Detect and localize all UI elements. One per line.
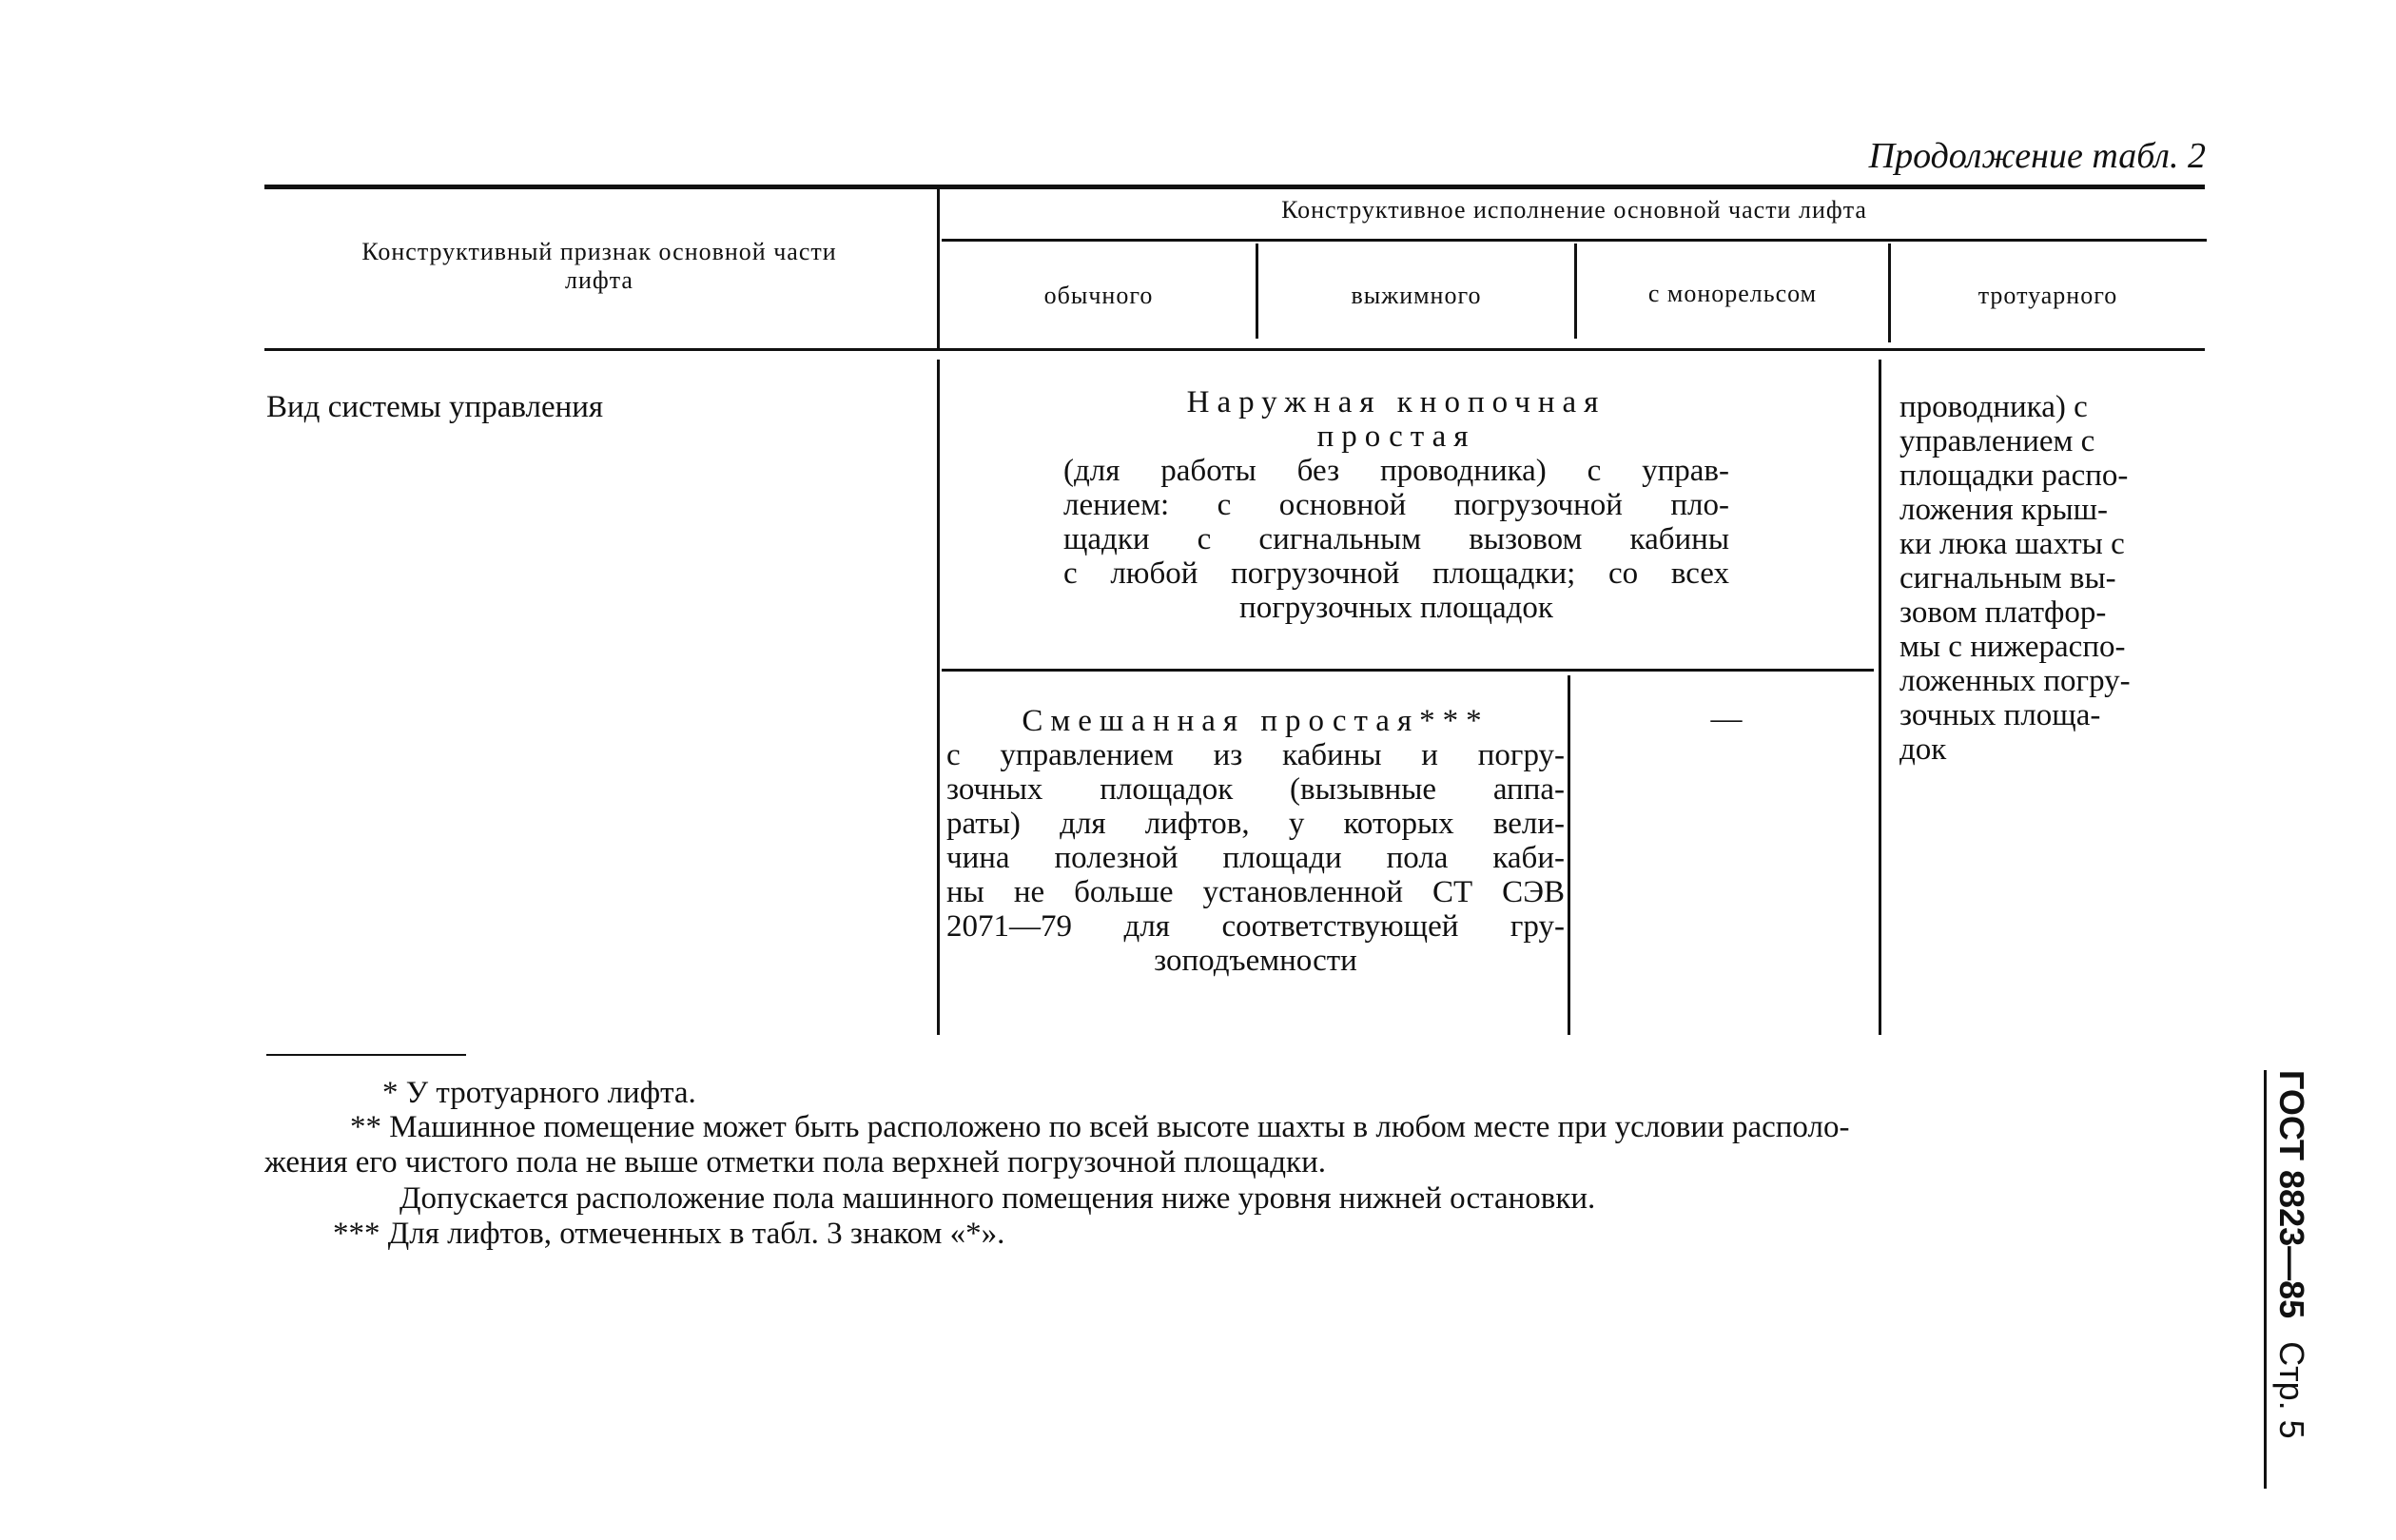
monorail-value: —	[1710, 702, 1743, 736]
block-text-line: погрузочных площадок	[1239, 591, 1553, 625]
block-text-line: с управлением из кабины и погру-	[946, 738, 1565, 772]
block-title-outdoor: Наружная кнопочная	[1186, 385, 1607, 419]
side-page-label	[2264, 1070, 2321, 1508]
column-header-monorail: с монорельсом	[1647, 280, 1818, 307]
sidewalk-text-line: площадки распо-	[1899, 458, 2129, 493]
block-text-line: с любой погрузочной площадки; со всех	[1063, 556, 1729, 591]
side-page-number: Стр. 5	[2272, 1341, 2311, 1439]
footnote-1: * У тротуарного лифта.	[382, 1076, 696, 1110]
column-divider	[1879, 360, 1881, 1035]
footnote-2-line1: ** Машинное помещение может быть расположено по всей высоте шахты в любом месте при условии располо-	[350, 1110, 1850, 1144]
group-column-header: Конструктивное исполнение основной части лифта	[1281, 196, 1867, 224]
sidewalk-text-line: сигнальным вы-	[1899, 561, 2116, 595]
block-text-line: раты) для лифтов, у которых вели-	[946, 807, 1565, 841]
table-top-rule	[264, 185, 2205, 189]
sidewalk-text-line: мы с нижераспо-	[1899, 630, 2126, 664]
feature-column-header: Конструктивный признак основной части лифта	[361, 238, 837, 294]
column-header-extrusion: выжимного	[1351, 282, 1482, 309]
footnote-2-line3: Допускается расположение пола машинного помещения ниже уровня нижней остановки.	[399, 1181, 1596, 1216]
sidewalk-control-text	[1899, 390, 2194, 767]
column-divider	[937, 360, 940, 1035]
sidewalk-text-line: зочных площа-	[1899, 698, 2101, 732]
block-text-line: чина полезной площади пола каби-	[946, 841, 1565, 875]
column-header-sidewalk: тротуарного	[1977, 282, 2118, 309]
sidewalk-text-line: ки люка шахты с	[1899, 527, 2125, 561]
block-title-simple: простая	[1316, 419, 1476, 454]
sidewalk-text-line: ложения крыш-	[1899, 493, 2109, 527]
column-divider	[937, 188, 940, 348]
sidewalk-text-line: зовом платфор-	[1899, 595, 2107, 630]
block-text-line: лением: с основной погрузочной пло-	[1063, 488, 1729, 522]
block-text-line: ны не больше установленной СТ СЭВ	[946, 875, 1565, 909]
sidewalk-text-line: управлением с	[1899, 424, 2095, 458]
column-divider	[1568, 675, 1570, 1035]
block-text-line: щадки с сигнальным вызовом кабины	[1063, 522, 1729, 556]
sidewalk-text-line: ложенных погру-	[1899, 664, 2131, 698]
side-rule	[2264, 1070, 2267, 1489]
block-text-line: 2071—79 для соответствующей гру-	[946, 909, 1565, 944]
sidewalk-text-line: проводника) с	[1899, 390, 2088, 424]
footnote-3: *** Для лифтов, отмеченных в табл. 3 знаком «*».	[333, 1217, 1005, 1251]
footnote-rule	[266, 1054, 466, 1056]
header-bottom-rule	[264, 348, 2205, 351]
row-feature-label: Вид системы управления	[266, 390, 604, 424]
block-divider-rule	[942, 669, 1874, 672]
header-group-rule	[942, 239, 2207, 242]
side-label-text	[2271, 1070, 2311, 1517]
footnote-2-line2: жения его чистого пола не выше отметки пола верхней погрузочной площадки.	[264, 1145, 1326, 1179]
block-text-line: зоподъемности	[1154, 944, 1357, 978]
column-header-ordinary: обычного	[1043, 282, 1154, 309]
block-title-mixed: Смешанная простая***	[1022, 704, 1490, 738]
side-standard-number: ГОСТ 8823—85	[2272, 1070, 2311, 1319]
block-text-line: (для работы без проводника) с управ-	[1063, 454, 1729, 488]
block-text-line: зочных площадок (вызывные аппа-	[946, 772, 1565, 807]
sidewalk-text-line: док	[1899, 732, 1947, 767]
control-block-mixed	[946, 704, 1565, 978]
table-continuation-label: Продолжение табл. 2	[1868, 136, 2206, 176]
control-block-outdoor	[1063, 385, 1729, 625]
